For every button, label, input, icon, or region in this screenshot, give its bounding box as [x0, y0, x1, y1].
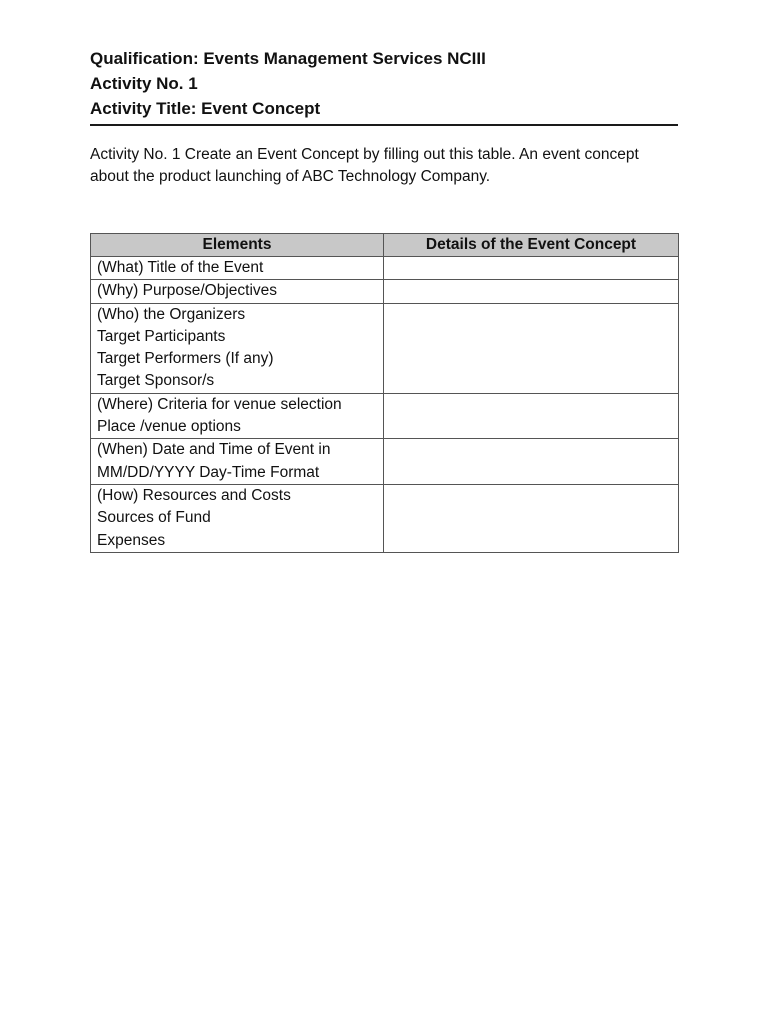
table-row [91, 484, 679, 552]
element-line: (Who) the Organizers [97, 305, 246, 323]
element-cell [91, 257, 384, 280]
table-row [91, 257, 679, 280]
heading-divider [90, 124, 678, 126]
activity-number-heading: Activity No. 1 [90, 74, 198, 93]
element-line: (How) Resources and Costs [97, 486, 291, 504]
element-cell [91, 439, 384, 485]
document-page [90, 46, 678, 553]
element-cell [91, 280, 384, 303]
details-cell[interactable] [384, 280, 679, 303]
element-line: (Why) Purpose/Objectives [97, 282, 278, 300]
event-concept-table [90, 233, 679, 553]
details-cell[interactable] [384, 484, 679, 552]
details-cell[interactable] [384, 439, 679, 485]
table-header-row [91, 234, 679, 257]
element-cell [91, 484, 384, 552]
element-cell [91, 393, 384, 439]
activity-title-heading: Activity Title: Event Concept [90, 99, 321, 118]
table-row [91, 439, 679, 485]
details-cell[interactable] [384, 257, 679, 280]
element-line: (Where) Criteria for venue selection [97, 395, 342, 413]
element-line: Target Performers (If any) [97, 350, 274, 368]
element-line: Target Sponsor/s [97, 372, 215, 390]
table-row [91, 280, 679, 303]
table-row [91, 303, 679, 393]
element-line: (What) Title of the Event [97, 259, 264, 276]
details-cell[interactable] [384, 303, 679, 393]
details-cell[interactable] [384, 393, 679, 439]
element-line: Place /venue options [97, 418, 241, 436]
activity-instructions: Activity No. 1 Create an Event Concept by filling out this table. An event concept about the product launching of ABC Technology Company. [90, 146, 639, 185]
element-line: Expenses [97, 531, 166, 549]
element-cell [91, 303, 384, 393]
column-header-elements: Elements [91, 234, 384, 257]
table-row [91, 393, 679, 439]
qualification-heading: Qualification: Events Management Services NCIII [90, 49, 486, 68]
element-line: MM/DD/YYYY Day-Time Format [97, 463, 320, 481]
column-header-details: Details of the Event Concept [384, 234, 679, 257]
element-line: Sources of Fund [97, 509, 211, 527]
element-line: (When) Date and Time of Event in [97, 441, 331, 459]
element-line: Target Participants [97, 327, 226, 345]
